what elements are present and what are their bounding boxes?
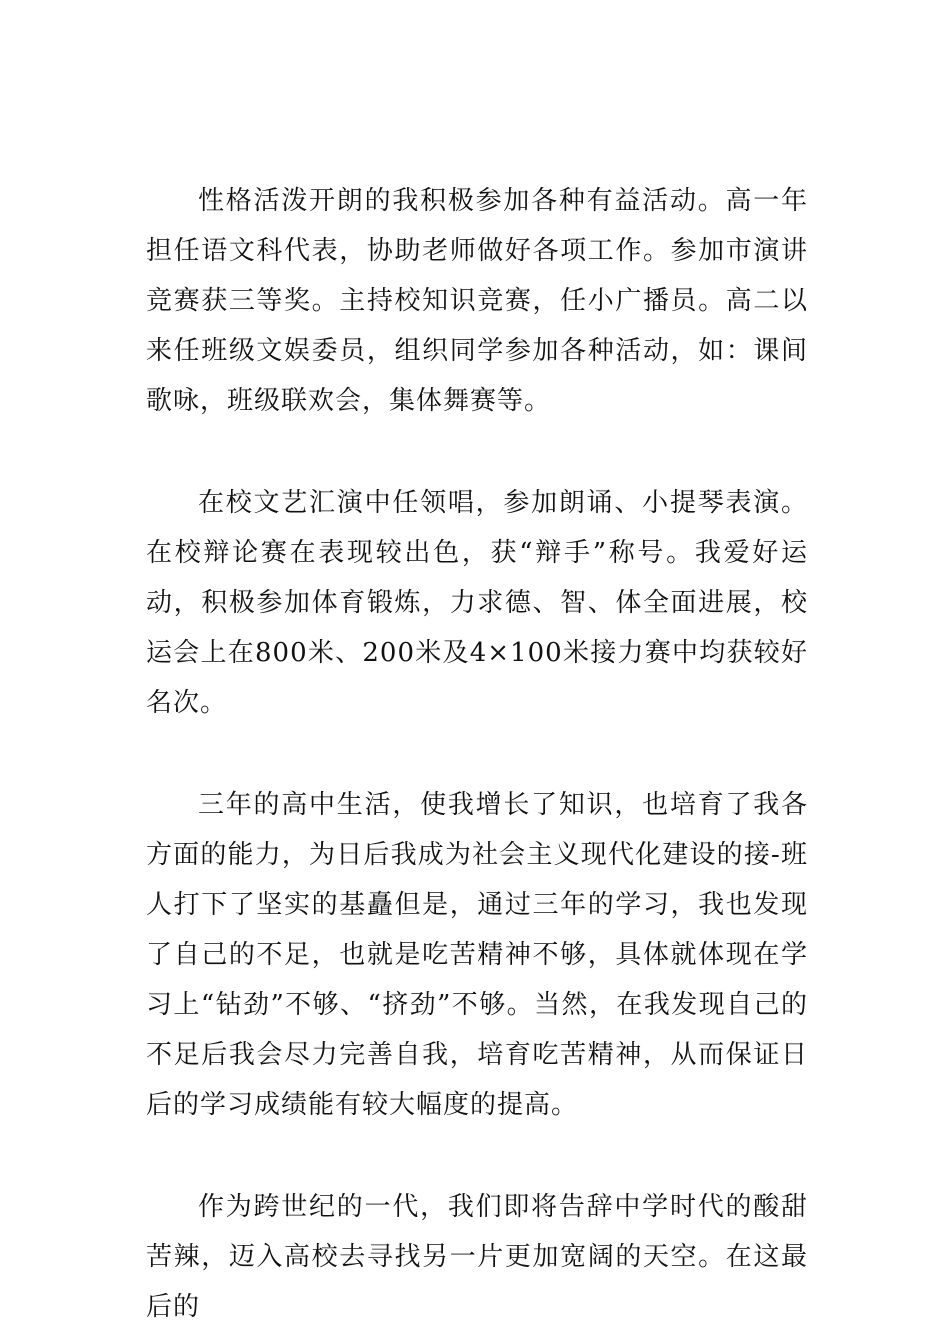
- paragraph-1: 性格活泼开朗的我积极参加各种有益活动。高一年担任语文科代表，协助老师做好各项工作。参加市演讲竞赛获三等奖。主持校知识竞赛，任小广播员。高二以来任班级文娱委员，组织同学参加各种活动，如：课间歌咏，班级联欢会，集体舞赛等。: [146, 186, 808, 416]
- paragraph-4: 作为跨世纪的一代，我们即将告辞中学时代的酸甜苦辣，迈入高校去寻找另一片更加宽阔的天空。在这最后的: [146, 1192, 808, 1322]
- document-body: [146, 176, 808, 1332]
- paragraph-2: 在校文艺汇演中任领唱，参加朗诵、小提琴表演。在校辩论赛在表现较出色，获“辩手”称号。我爱好运动，积极参加体育锻炼，力求德、智、体全面进展，校运会上在800米、200米及4×100米接力赛中均获较好名次。: [146, 488, 808, 718]
- paragraph-3: 三年的高中生活，使我增长了知识，也培育了我各方面的能力，为日后我成为社会主义现代化建设的接-班人打下了坚实的基矗但是，通过三年的学习，我也发现了自己的不足，也就是吃苦精神不够，具体就体现在学习上“钻劲”不够、“挤劲”不够。当然，在我发现自己的不足后我会尽力完善自我，培育吃苦精神，从而保证日后的学习成绩能有较大幅度的提高。: [146, 790, 808, 1120]
